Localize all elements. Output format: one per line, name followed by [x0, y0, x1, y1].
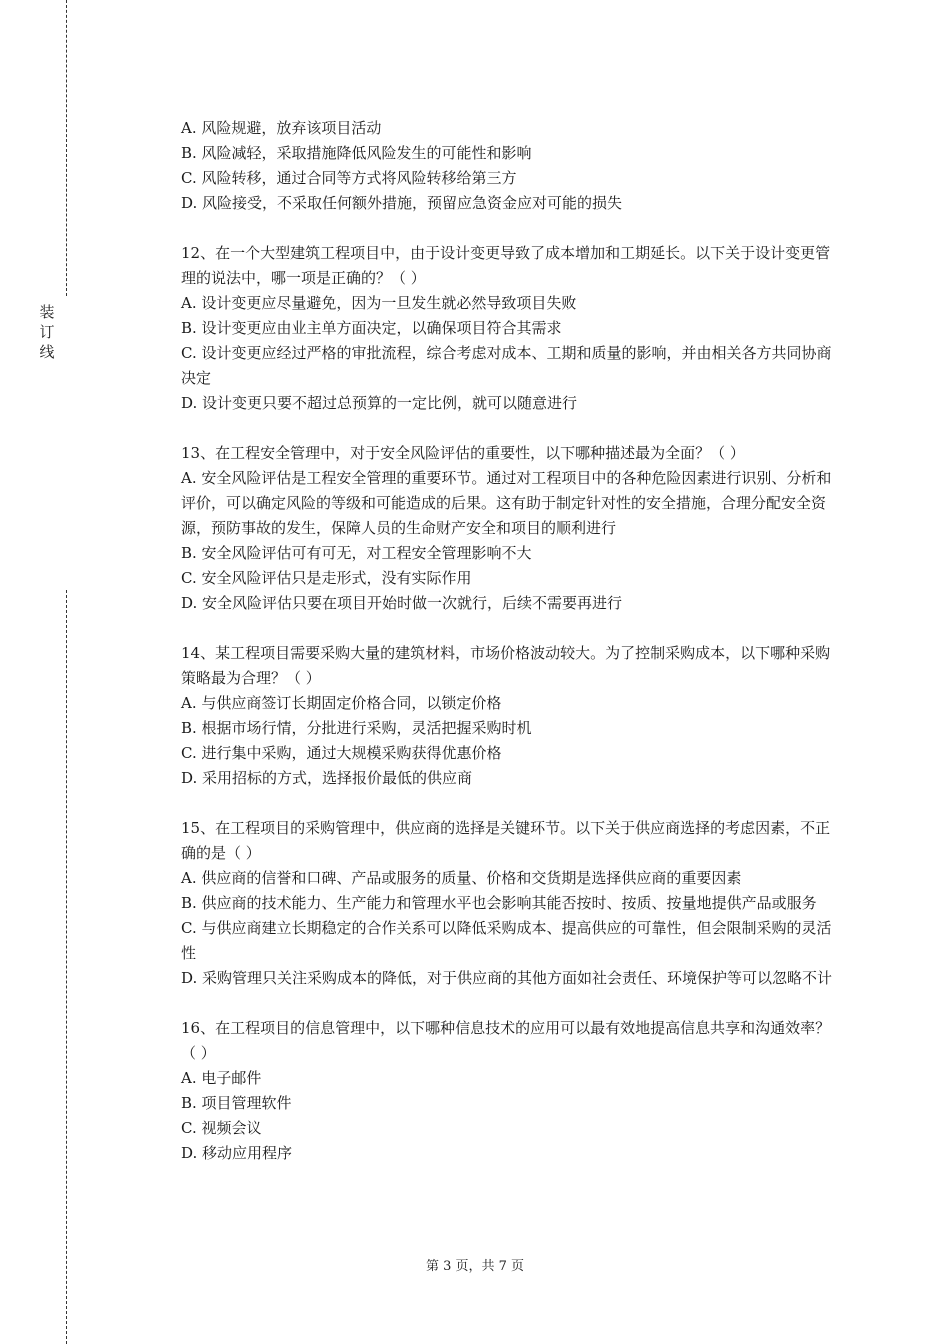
option-d: D. 移动应用程序 [181, 1144, 293, 1162]
question-16 [181, 1016, 841, 1166]
option-a: A. 安全风险评估是工程安全管理的重要环节。通过对工程项目中的各种危险因素进行识别、分析和评价，可以确定风险的等级和可能造成的后果。这有助于制定针对性的安全措施，合理分配安全资源，预防事故的发生，保障人员的生命财产安全和项目的顺利进行 [181, 469, 832, 537]
option-b: B. 风险减轻，采取措施降低风险发生的可能性和影响 [181, 144, 532, 162]
option-d: D. 安全风险评估只要在项目开始时做一次就行，后续不需要再进行 [181, 594, 623, 612]
binding-char: 线 [39, 343, 55, 361]
option-a: A. 设计变更应尽量避免，因为一旦发生就必然导致项目失败 [181, 294, 577, 312]
option-a: A. 与供应商签订长期固定价格合同，以锁定价格 [181, 694, 502, 712]
option-a: A. 供应商的信誉和口碑、产品或服务的质量、价格和交货期是选择供应商的重要因素 [181, 869, 742, 887]
question-stem: 15、在工程项目的采购管理中，供应商的选择是关键环节。以下关于供应商选择的考虑因素，不正确的是（ ） [181, 819, 831, 862]
option-a: A. 电子邮件 [181, 1069, 262, 1087]
binding-line-top [66, 0, 67, 296]
question-12 [181, 241, 841, 416]
binding-char: 订 [39, 323, 55, 341]
binding-char: 装 [39, 303, 55, 321]
page-footer [0, 1258, 950, 1276]
option-b: B. 供应商的技术能力、生产能力和管理水平也会影响其能否按时、按质、按量地提供产品或服务 [181, 894, 817, 912]
option-d: D. 采购管理只关注采购成本的降低，对于供应商的其他方面如社会责任、环境保护等可以忽略不计 [181, 969, 833, 987]
question-stem: 12、在一个大型建筑工程项目中，由于设计变更导致了成本增加和工期延长。以下关于设计变更管理的说法中，哪一项是正确的？（ ） [181, 244, 831, 287]
question-stem: 16、在工程项目的信息管理中，以下哪种信息技术的应用可以最有效地提高信息共享和沟通效率？（ ） [181, 1019, 831, 1062]
binding-label [36, 302, 58, 362]
option-c: C. 安全风险评估只是走形式，没有实际作用 [181, 569, 472, 587]
option-d: D. 设计变更只要不超过总预算的一定比例，就可以随意进行 [181, 394, 578, 412]
question-content [181, 116, 841, 1166]
option-c: C. 设计变更应经过严格的审批流程，综合考虑对成本、工期和质量的影响，并由相关各方共同协商决定 [181, 344, 832, 387]
option-a: A. 风险规避，放弃该项目活动 [181, 119, 382, 137]
option-b: B. 项目管理软件 [181, 1094, 292, 1112]
option-b: B. 根据市场行情，分批进行采购，灵活把握采购时机 [181, 719, 532, 737]
question-11-tail [181, 116, 841, 216]
question-15 [181, 816, 841, 991]
question-13 [181, 441, 841, 616]
option-b: B. 安全风险评估可有可无，对工程安全管理影响不大 [181, 544, 532, 562]
binding-line-bottom [66, 590, 67, 1344]
page-number: 第 3 页，共 7 页 [425, 1259, 525, 1274]
option-c: C. 进行集中采购，通过大规模采购获得优惠价格 [181, 744, 502, 762]
option-c: C. 与供应商建立长期稳定的合作关系可以降低采购成本、提高供应的可靠性，但会限制采购的灵活性 [181, 919, 832, 962]
question-14 [181, 641, 841, 791]
question-stem: 14、某工程项目需要采购大量的建筑材料，市场价格波动较大。为了控制采购成本，以下哪种采购策略最为合理？（ ） [181, 644, 831, 687]
option-b: B. 设计变更应由业主单方面决定，以确保项目符合其需求 [181, 319, 562, 337]
question-stem: 13、在工程安全管理中，对于安全风险评估的重要性，以下哪种描述最为全面？（ ） [181, 444, 745, 462]
option-c: C. 风险转移，通过合同等方式将风险转移给第三方 [181, 169, 517, 187]
option-c: C. 视频会议 [181, 1119, 262, 1137]
option-d: D. 采用招标的方式，选择报价最低的供应商 [181, 769, 473, 787]
option-d: D. 风险接受，不采取任何额外措施，预留应急资金应对可能的损失 [181, 194, 623, 212]
